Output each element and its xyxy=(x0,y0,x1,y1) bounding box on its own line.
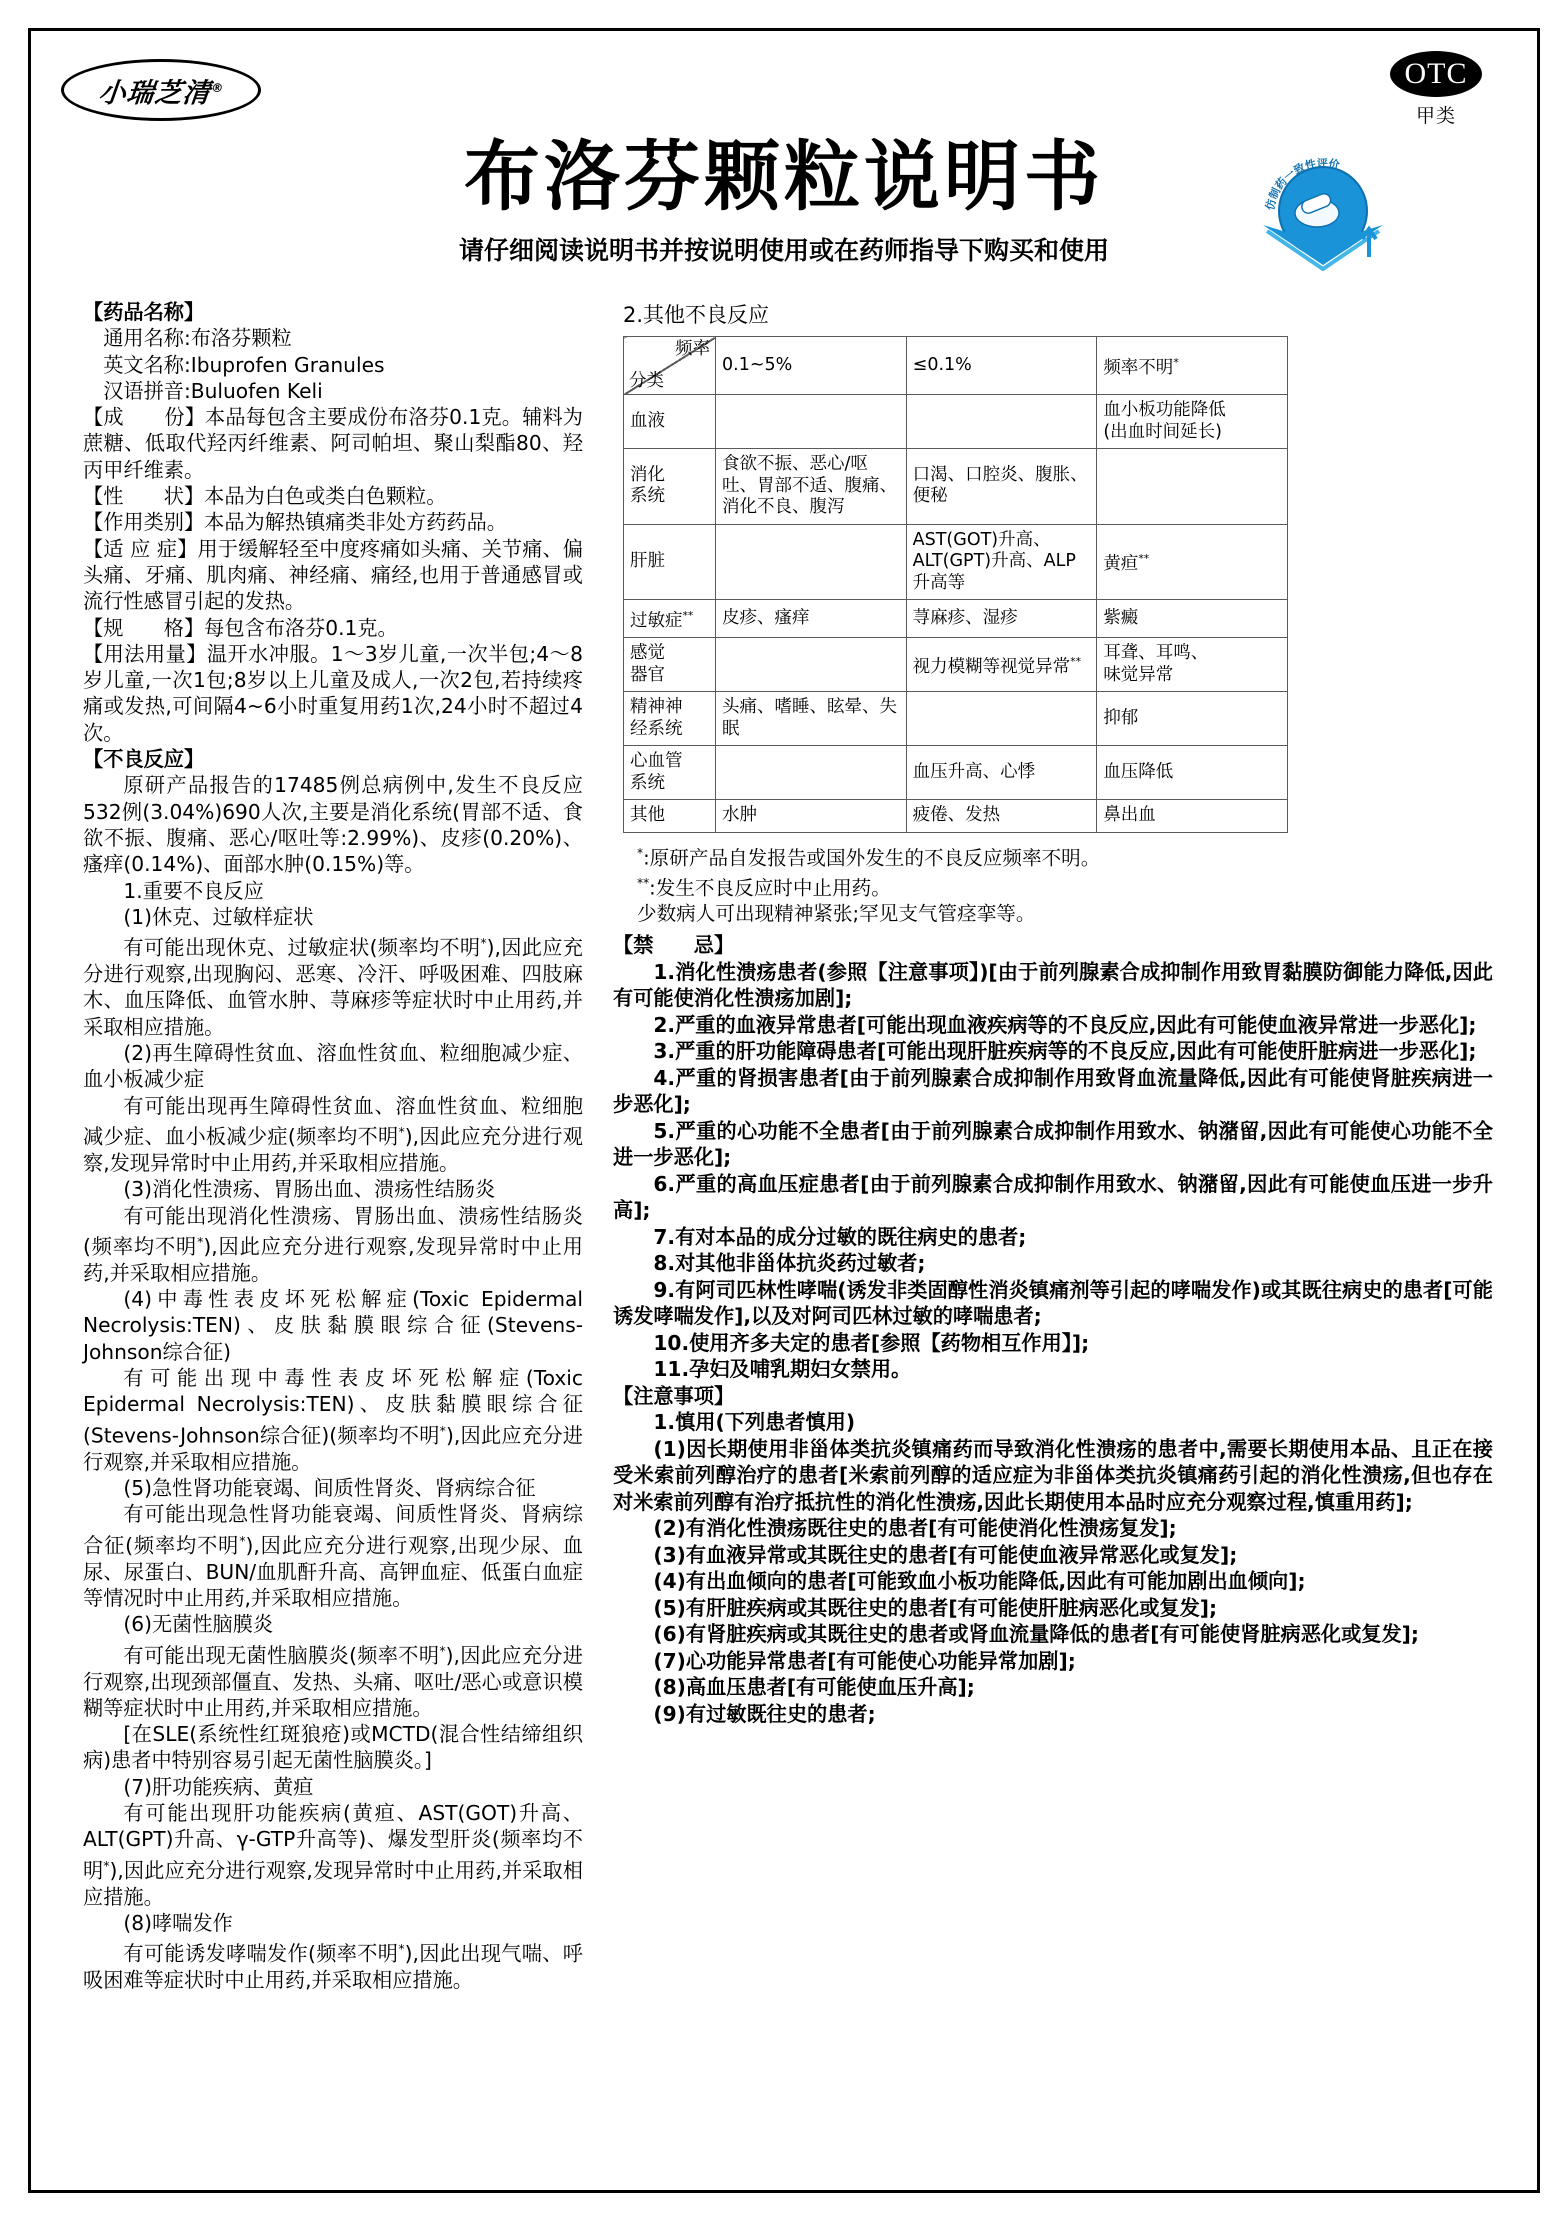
section-paragraph: (1)因长期使用非甾体类抗炎镇痛药而导致消化性溃疡的患者中,需要长期使用本品、且正在接受米索前列醇治疗的患者[米索前列醇的适应症为非甾体类抗炎镇痛药引起的消化性溃疡,但也存在对米索前列醇有治疗抵抗性的消化性溃疡,因此长期使用本品时应充分观察过程,慎重用药]; xyxy=(613,1436,1493,1514)
brand-logo-text: 小瑞芝清 xyxy=(96,77,212,109)
section-paragraph: 5.严重的心功能不全患者[由于前列腺素合成抑制作用致水、钠潴留,因此有可能使心功能不全进一步恶化]; xyxy=(613,1118,1493,1170)
section-paragraph: 6.严重的高血压症患者[由于前列腺素合成抑制作用致水、钠潴留,因此有可能使血压进一步升高]; xyxy=(613,1171,1493,1223)
otc-badge: OTC xyxy=(1390,51,1482,97)
table-row xyxy=(624,746,1288,800)
adr-row-category: 感觉 器官 xyxy=(624,638,716,692)
adr-row-category: 其他 xyxy=(624,800,716,833)
section-paragraph: (4)有出血倾向的患者[可能致血小板功能降低,因此有可能加剧出血倾向]; xyxy=(653,1569,1306,1594)
adr-cell xyxy=(716,524,907,600)
section-paragraph: 有可能出现中毒性表皮坏死松解症(Toxic Epidermal Necrolysis:TEN)、皮肤黏膜眼综合征(Stevens-Johnson综合征)(频率均不明*),因此应充分进行观察,并采取相应措施。 xyxy=(83,1366,583,1474)
adr-cell: 抑郁 xyxy=(1097,692,1288,746)
section-line: 英文名称:Ibuprofen Granules xyxy=(103,352,385,377)
adr-note: **:发生不良反应时中止用药。 xyxy=(637,875,891,900)
adr-cell: 视力模糊等视觉异常** xyxy=(906,638,1097,692)
section-paragraph: 有可能诱发哮喘发作(频率不明*),因此出现气喘、呼吸困难等症状时中止用药,并采取相应措施。 xyxy=(83,1941,583,1993)
adr-header-col-2: ≤0.1% xyxy=(906,337,1097,395)
left-column-body xyxy=(83,299,583,1994)
section-paragraph: 11.孕妇及哺乳期妇女禁用。 xyxy=(653,1357,912,1382)
table-row xyxy=(624,524,1288,600)
section-paragraph: 10.使用齐多夫定的患者[参照【药物相互作用】]; xyxy=(653,1330,1090,1355)
adverse-reactions-table xyxy=(623,336,1288,833)
adr-cell: 血小板功能降低 (出血时间延长) xyxy=(1097,395,1288,449)
seal-text: 仿制药一致性评价 xyxy=(1263,156,1341,212)
section-paragraph: (2)有消化性溃疡既往史的患者[有可能使消化性溃疡复发]; xyxy=(653,1516,1177,1541)
section-paragraph: 【规 格】每包含布洛芬0.1克。 xyxy=(83,615,398,640)
otc-class-label: 甲类 xyxy=(1415,106,1456,127)
adr-cell: 耳聋、耳鸣、 味觉异常 xyxy=(1097,638,1288,692)
adr-header-row xyxy=(624,337,1288,395)
adr-row-category: 精神神 经系统 xyxy=(624,692,716,746)
section-paragraph: 【作用类别】本品为解热镇痛类非处方药药品。 xyxy=(83,510,507,535)
adr-row-category: 消化 系统 xyxy=(624,449,716,525)
consistency-evaluation-seal xyxy=(1257,139,1389,271)
adr-table-body xyxy=(624,395,1288,833)
section-paragraph: (7)心功能异常患者[有可能使心功能异常加剧]; xyxy=(653,1648,1076,1673)
adr-table-title: 2.其他不良反应 xyxy=(623,303,770,327)
section-paragraph: 1.重要不良反应 xyxy=(123,878,264,903)
section-heading: 【禁 忌】 xyxy=(613,933,735,958)
adr-cell xyxy=(716,746,907,800)
section-paragraph: 【用法用量】温开水冲服。1～3岁儿童,一次半包;4～8岁儿童,一次1包;8岁以上儿童及成人,一次2包,若持续疼痛或发热,可间隔4~6小时重复用药1次,24小时不超过4次。 xyxy=(83,641,583,745)
section-paragraph: 【成 份】本品每包含主要成份布洛芬0.1克。辅料为蔗糖、低取代羟丙纤维素、阿司帕坦、聚山梨酯80、羟丙甲纤维素。 xyxy=(83,405,583,482)
adr-note: *:原研产品自发报告或国外发生的不良反应频率不明。 xyxy=(637,845,1101,870)
section-paragraph: 7.有对本品的成分过敏的既往病史的患者; xyxy=(653,1224,1027,1249)
section-paragraph: 有可能出现消化性溃疡、胃肠出血、溃疡性结肠炎(频率均不明*),因此应充分进行观察,发现异常时中止用药,并采取相应措施。 xyxy=(83,1203,583,1285)
brand-logo xyxy=(61,59,261,121)
adr-table-notes xyxy=(637,841,1493,927)
section-line: 汉语拼音:Buluofen Keli xyxy=(103,378,323,403)
adr-row-category: 肝脏 xyxy=(624,524,716,600)
table-row xyxy=(624,638,1288,692)
section-line: 通用名称:布洛芬颗粒 xyxy=(103,326,292,351)
section-paragraph: 1.消化性溃疡患者(参照【注意事项】)[由于前列腺素合成抑制作用致胃黏膜防御能力降低,因此有可能使消化性溃疡加剧]; xyxy=(613,959,1493,1011)
adr-corner-cell xyxy=(624,337,716,395)
adr-cell xyxy=(906,395,1097,449)
adr-cell: 水肿 xyxy=(716,800,907,833)
section-paragraph: 1.慎用(下列患者慎用) xyxy=(653,1410,856,1435)
adr-cell xyxy=(1097,449,1288,525)
table-row xyxy=(624,800,1288,833)
section-paragraph: 9.有阿司匹林性哮喘(诱发非类固醇性消炎镇痛剂等引起的哮喘发作)或其既往病史的患者[可能诱发哮喘发作],以及对阿司匹林过敏的哮喘患者; xyxy=(613,1277,1493,1329)
section-paragraph: (3)有血液异常或其既往史的患者[有可能使血液异常恶化或复发]; xyxy=(653,1542,1238,1567)
section-paragraph: (6)无菌性脑膜炎 xyxy=(123,1612,274,1637)
adr-cell: 紫癜 xyxy=(1097,600,1288,638)
table-row xyxy=(624,692,1288,746)
adr-header-col-3: 频率不明* xyxy=(1097,337,1288,395)
adr-cell: 头痛、嗜睡、眩晕、失眠 xyxy=(716,692,907,746)
insert-sheet xyxy=(28,28,1540,2193)
section-heading: 【不良反应】 xyxy=(83,747,205,772)
adr-cell: 血压降低 xyxy=(1097,746,1288,800)
adr-row-category: 心血管 系统 xyxy=(624,746,716,800)
section-paragraph: [在SLE(系统性红斑狼疮)或MCTD(混合性结缔组织病)患者中特别容易引起无菌性脑膜炎。] xyxy=(83,1722,583,1773)
section-paragraph: 有可能出现肝功能疾病(黄疸、AST(GOT)升高、ALT(GPT)升高、γ-GTP升高等)、爆发型肝炎(频率均不明*),因此应充分进行观察,发现异常时中止用药,并采取相应措施。 xyxy=(83,1801,583,1909)
otc-marker xyxy=(1371,51,1501,128)
adr-cell xyxy=(716,638,907,692)
section-heading: 【药品名称】 xyxy=(83,300,205,324)
adr-cell: 鼻出血 xyxy=(1097,800,1288,833)
table-row xyxy=(624,449,1288,525)
section-paragraph: 有可能出现休克、过敏症状(频率均不明*),因此应充分进行观察,出现胸闷、恶寒、冷汗、呼吸困难、四肢麻木、血压降低、血管水肿、荨麻疹等症状时中止用药,并采取相应措施。 xyxy=(83,935,583,1039)
section-paragraph: 有可能出现急性肾功能衰竭、间质性肾炎、肾病综合征(频率均不明*),因此应充分进行观察,出现少尿、血尿、尿蛋白、BUN/血肌酐升高、高钾血症、低蛋白血症等情况时中止用药,并采取相应措施。 xyxy=(83,1502,583,1610)
section-paragraph: 【性 状】本品为白色或类白色颗粒。 xyxy=(83,484,447,509)
page-title: 布洛芬颗粒说明书 xyxy=(464,132,1104,221)
section-paragraph: 2.严重的血液异常患者[可能出现血液疾病等的不良反应,因此有可能使血液异常进一步恶化]; xyxy=(653,1012,1477,1037)
table-row xyxy=(624,600,1288,638)
adr-cell: 疲倦、发热 xyxy=(906,800,1097,833)
section-paragraph: (3)消化性溃疡、胃肠出血、溃疡性结肠炎 xyxy=(123,1177,496,1202)
section-paragraph: (7)肝功能疾病、黄疸 xyxy=(123,1774,314,1799)
section-paragraph: 原研产品报告的17485例总病例中,发生不良反应532例(3.04%)690人次,主要是消化系统(胃部不适、食欲不振、腹痛、恶心/呕吐等:2.99%)、皮疹(0.20%)、瘙痒(0.14%)、面部水肿(0.15%)等。 xyxy=(83,773,583,877)
right-column xyxy=(613,299,1493,2184)
adr-row-category: 血液 xyxy=(624,395,716,449)
adr-cell: AST(GOT)升高、ALT(GPT)升高、ALP升高等 xyxy=(906,524,1097,600)
adr-row-category: 过敏症** xyxy=(624,600,716,638)
adr-cell xyxy=(716,395,907,449)
section-paragraph: (9)有过敏既往史的患者; xyxy=(653,1701,876,1726)
adr-cell: 皮疹、瘙痒 xyxy=(716,600,907,638)
adr-note: 少数病人可出现精神紧张;罕见支气管痉挛等。 xyxy=(637,901,1036,925)
section-paragraph: 有可能出现无菌性脑膜炎(频率不明*),因此应充分进行观察,出现颈部僵直、发热、头痛、呕吐/恶心或意识模糊等症状时中止用药,并采取相应措施。 xyxy=(83,1642,583,1720)
section-paragraph: (1)休克、过敏样症状 xyxy=(123,904,314,929)
adr-cell xyxy=(906,692,1097,746)
left-column xyxy=(83,299,583,2184)
adr-header-col-1: 0.1~5% xyxy=(716,337,907,395)
content-columns xyxy=(31,299,1537,2184)
section-paragraph: 4.严重的肾损害患者[由于前列腺素合成抑制作用致肾血流量降低,因此有可能使肾脏疾病进一步恶化]; xyxy=(613,1065,1493,1117)
section-paragraph: (6)有肾脏疾病或其既往史的患者或肾血流量降低的患者[有可能使肾脏病恶化或复发]; xyxy=(653,1622,1419,1647)
section-heading: 【注意事项】 xyxy=(613,1383,735,1408)
adr-cell: 口渴、口腔炎、腹胀、便秘 xyxy=(906,449,1097,525)
section-paragraph: 【适 应 症】用于缓解轻至中度疼痛如头痛、关节痛、偏头痛、牙痛、肌肉痛、神经痛、痛经,也用于普通感冒或流行性感冒引起的发热。 xyxy=(83,536,583,614)
section-paragraph: (8)哮喘发作 xyxy=(123,1910,233,1935)
registered-trademark-icon: ® xyxy=(210,80,225,95)
adr-cell: 荨麻疹、湿疹 xyxy=(906,600,1097,638)
right-column-body xyxy=(613,932,1493,1727)
header xyxy=(31,31,1537,291)
section-paragraph: (5)有肝脏疾病或其既往史的患者[有可能使肝脏病恶化或复发]; xyxy=(653,1595,1218,1620)
adr-cell: 血压升高、心悸 xyxy=(906,746,1097,800)
adr-cell: 食欲不振、恶心/呕吐、胃部不适、腹痛、消化不良、腹泻 xyxy=(716,449,907,525)
adr-corner-category-label: 分类 xyxy=(629,370,664,391)
section-paragraph: (5)急性肾功能衰竭、间质性肾炎、肾病综合征 xyxy=(123,1476,536,1500)
page-subtitle: 请仔细阅读说明书并按说明使用或在药师指导下购买和使用 xyxy=(458,236,1109,265)
table-row xyxy=(624,395,1288,449)
adr-table-head xyxy=(624,337,1288,395)
section-paragraph: 8.对其他非甾体抗炎药过敏者; xyxy=(653,1251,926,1276)
section-paragraph: (4)中毒性表皮坏死松解症(Toxic Epidermal Necrolysis:TEN)、皮肤黏膜眼综合征(Stevens-Johnson综合征) xyxy=(83,1287,583,1364)
section-paragraph: 3.严重的肝功能障碍患者[可能出现肝脏疾病等的不良反应,因此有可能使肝脏病进一步恶化]; xyxy=(653,1039,1477,1064)
section-paragraph: 有可能出现再生障碍性贫血、溶血性贫血、粒细胞减少症、血小板减少症(频率均不明*),因此应充分进行观察,发现异常时中止用药,并采取相应措施。 xyxy=(83,1093,583,1175)
section-paragraph: (8)高血压患者[有可能使血压升高]; xyxy=(653,1675,975,1700)
section-paragraph: (2)再生障碍性贫血、溶血性贫血、粒细胞减少症、血小板减少症 xyxy=(83,1041,583,1092)
adr-cell: 黄疸** xyxy=(1097,524,1288,600)
adr-corner-frequency-label: 频率 xyxy=(675,339,710,359)
